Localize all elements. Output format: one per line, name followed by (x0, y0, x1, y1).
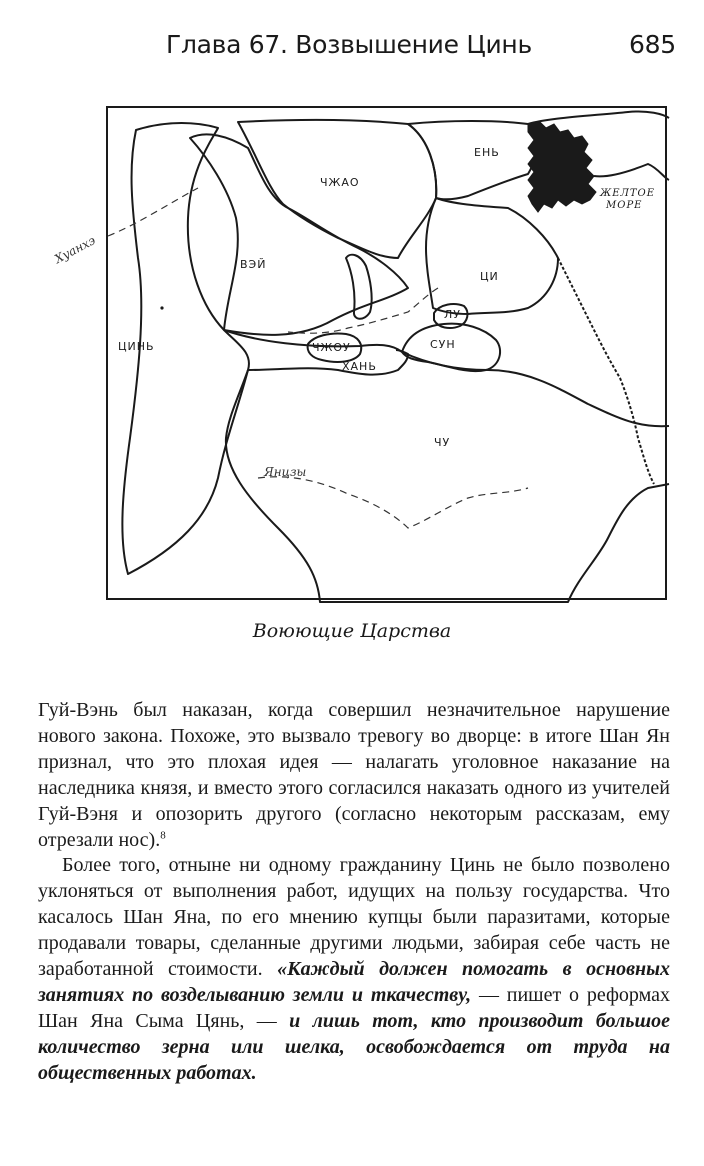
qi-label: ЦИ (480, 270, 499, 283)
qin-label: ЦИНЬ (118, 340, 155, 353)
lu-label: ЛУ (444, 308, 461, 321)
yan-label: ЕНЬ (474, 146, 500, 159)
map-drawing (52, 108, 669, 602)
running-header (0, 26, 704, 66)
page-number: 685 (629, 30, 676, 59)
wei-border (190, 134, 408, 335)
quote-attribution: — пишет о реформах Шан Яна Сыма Цянь, — (38, 983, 671, 1032)
paragraph-1 (38, 698, 670, 853)
paragraph-2 (38, 853, 670, 1086)
map-dot (160, 306, 163, 309)
yangtze-label: Янцзы (264, 465, 307, 479)
song-label: СУН (430, 338, 456, 351)
yellow-sea-label-1: ЖЕЛТОЕ (600, 188, 656, 199)
map-caption: Воюющие Царства (252, 620, 452, 642)
quote-2: и лишь тот, кто производит большое количество зерна или шелка, освобождается от труда на общественных работах. (38, 1009, 671, 1084)
chu-label: ЧУ (434, 436, 451, 449)
huanghe-label: Хуанхэ (52, 233, 98, 267)
paragraph-1-text: Гуй-Вэнь был наказан, когда совершил незначительное нарушение нового закона. Похоже, это вызвало тревогу во дворце: в итоге Шан Ян признал, что это плохая идея — налагать уголовное наказание на наследника князя, и вместо этого согласился наказать одного из учителей Гуй-Вэня и опозорить другого (согласно некоторым рассказам, ему отрезали нос). (38, 699, 670, 851)
paragraph-2-text: Более того, отныне ни одному гражданину Цинь не было позволено уклоняться от выполнения работ, идущих на пользу государства. Что касалось Шан Яна, по его мнению купцы были паразитами, которые продавали товары, сделанные другими людьми, забирая себе часть не заработанной стоимости. (38, 854, 670, 981)
chapter-title: Глава 67. Возвышение Цинь (166, 30, 532, 59)
han-label: ХАНЬ (342, 360, 377, 373)
coastline (528, 122, 596, 212)
coast-east (594, 164, 669, 180)
yan-border (408, 121, 536, 199)
qi-border (426, 198, 558, 314)
wei-label: ВЭЙ (240, 258, 267, 271)
yellow-sea-label-2: МОРЕ (606, 200, 643, 211)
zhao-label: ЧЖАО (320, 176, 360, 189)
warring-states-map (52, 106, 667, 600)
zhou-label: ЧЖОУ (312, 341, 351, 354)
coast-shore (558, 258, 654, 484)
body-text (38, 698, 670, 1087)
quote-1: «Каждый должен помогать в основных занятиях по возделыванию земли и ткачеству, (38, 958, 671, 1006)
footnote-ref: 8 (160, 828, 166, 841)
yangtze-river (258, 477, 528, 528)
huanghe-river (108, 188, 438, 333)
coast-north (528, 111, 669, 124)
